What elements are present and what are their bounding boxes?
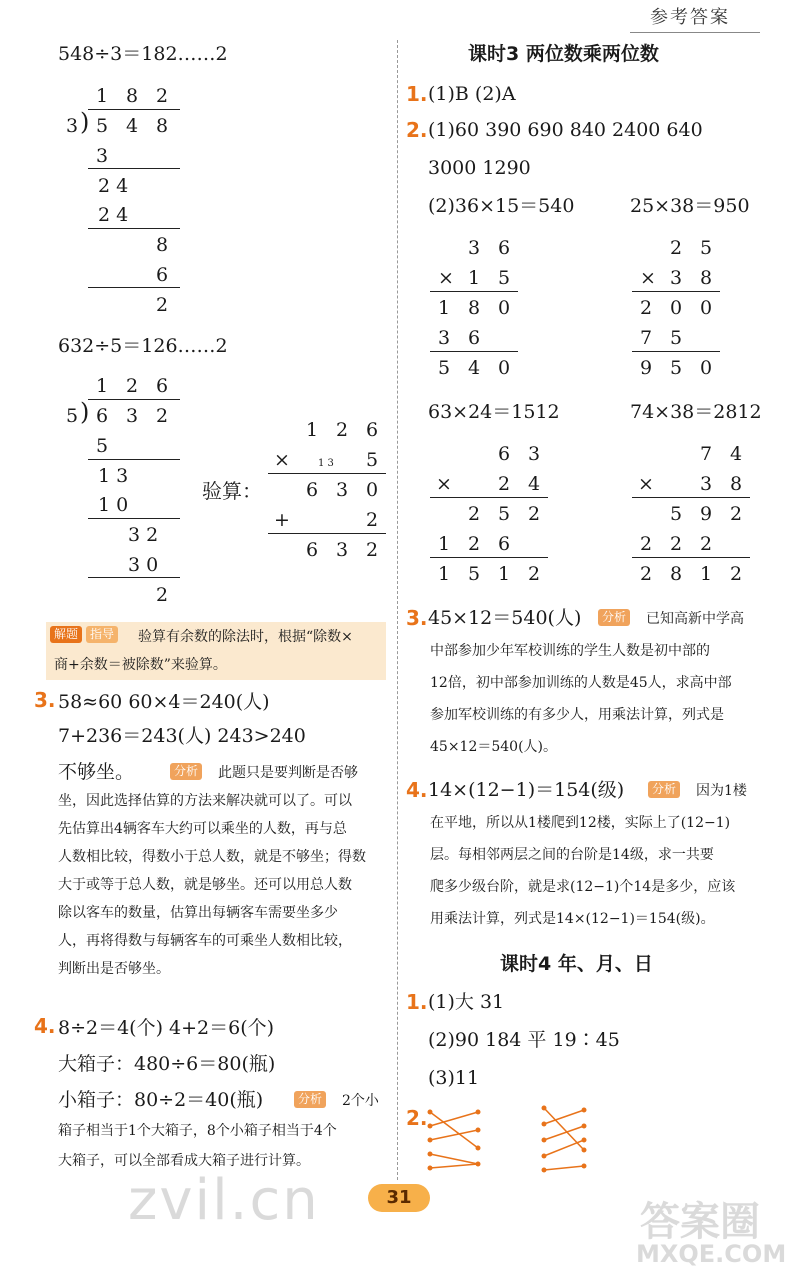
q5-right-line3: (3)11 (428, 1067, 480, 1089)
lesson4-title: 课时4 年、月、日 (500, 953, 653, 975)
q2-eq-c: 63×24＝1512 (428, 401, 560, 423)
q4-right-line1: 14×(12−1)＝154(级) (428, 779, 625, 801)
watermark-right-bottom: MXQE.COM (636, 1240, 787, 1268)
header-label (630, 6, 760, 33)
q3-right-analysis-0: 已知高新中学高 (646, 611, 744, 627)
lesson3-title: 课时3 两位数乘两位数 (468, 43, 659, 65)
q4-left-line1: 8÷2＝4(个) 4+2＝6(个) (58, 1017, 275, 1039)
q3-left-analysis-6: 人，再将得数与每辆客车的可乘坐人数相比较， (58, 933, 352, 949)
page-number-badge (368, 1184, 430, 1212)
q4-left-analysis-tag: 分析 (294, 1091, 326, 1108)
q2-eq-d: 74×38＝2812 (630, 401, 762, 423)
column-divider (397, 40, 398, 1180)
watermark-left: zvil.cn (128, 1168, 320, 1233)
q4-right-number: 4. (406, 778, 428, 802)
q5-right-number: 1. (406, 990, 428, 1014)
q5-right-line1: (1)大 31 (428, 991, 505, 1013)
hint-tag-2: 指导 (86, 626, 118, 643)
q3-right-analysis-2: 12倍，初中部参加训练的人数是45人，求高中部 (430, 675, 732, 691)
q3-left-line3: 不够坐。 (58, 761, 135, 783)
hint-line-1: 验算有余数的除法时，根据“除数× (138, 629, 353, 645)
q4-right-analysis-3: 爬多少级台阶，就是求(12−1)个14是多少，应该 (430, 879, 736, 895)
q3-left-analysis-2: 先估算出4辆客车大约可以乘坐的人数，再与总 (58, 821, 347, 837)
q4-right-analysis-1: 在平地，所以从1楼爬到12楼，实际上了(12−1) (430, 815, 731, 831)
q3-left-analysis-tag: 分析 (170, 763, 202, 780)
matching-lines-diagram (420, 1100, 600, 1176)
q3-left-analysis-4: 大于或等于总人数，就是够坐。还可以用总人数 (58, 877, 352, 893)
q1-right-number: 1. (406, 82, 428, 106)
div1-equation: 548÷3＝182……2 (58, 43, 228, 65)
q3-right-analysis-3: 参加军校训练的有多少人，用乘法计算，列式是 (430, 707, 724, 723)
watermark-right-top: 答案圈 (640, 1199, 760, 1245)
q1-right-text: (1)B (2)A (428, 83, 516, 105)
q3-right-analysis-1: 中部参加少年军校训练的学生人数是初中部的 (430, 643, 710, 659)
q5-right-line2: (2)90 184 平 19∶45 (428, 1029, 620, 1051)
q3-left-number: 3. (34, 688, 56, 712)
q4-left-analysis-2: 大箱子，可以全部看成大箱子进行计算。 (58, 1153, 310, 1169)
page-number: 31 (386, 1187, 412, 1208)
q4-left-analysis-1: 箱子相当于1个大箱子，8个小箱子相当于4个 (58, 1123, 337, 1139)
q3-right-number: 3. (406, 606, 428, 630)
q2-eq-b: 25×38＝950 (630, 195, 750, 217)
q2-right-number: 2. (406, 118, 428, 142)
q4-left-line2: 大箱子：480÷6＝80(瓶) (58, 1053, 276, 1075)
q3-left-line1: 58≈60 60×4＝240(人) (58, 691, 270, 713)
q3-left-line2: 7+236＝243(人) 243>240 (58, 725, 306, 747)
header-text: 参考答案 (650, 7, 730, 28)
q3-right-line1: 45×12＝540(人) (428, 607, 582, 629)
hint-tag-1: 解题 (50, 626, 82, 643)
q3-left-analysis-5: 除以客车的数量，估算出每辆客车需要坐多少 (58, 905, 338, 921)
q4-right-analysis-4: 用乘法计算，列式是14×(12−1)＝154(级)。 (430, 911, 715, 927)
q4-left-number: 4. (34, 1014, 56, 1038)
q4-right-analysis-0: 因为1楼 (696, 783, 747, 799)
check-label: 验算： (202, 479, 262, 503)
q4-left-line3: 小箱子：80÷2＝40(瓶) (58, 1089, 264, 1111)
div2-equation: 632÷5＝126……2 (58, 335, 228, 357)
q3-left-analysis-0: 此题只是要判断是否够 (218, 765, 358, 781)
q3-left-analysis-7: 判断出是否够坐。 (58, 961, 170, 977)
hint-line-2: 商+余数＝被除数”来验算。 (54, 657, 227, 673)
q3-right-analysis-4: 45×12＝540(人)。 (430, 739, 558, 755)
q3-left-analysis-3: 人数相比较，得数小于总人数，就是不够坐；得数 (58, 849, 366, 865)
q3-left-analysis-1: 坐，因此选择估算的方法来解决就可以了。可以 (58, 793, 352, 809)
q3-right-analysis-tag: 分析 (598, 609, 630, 626)
q2-right-line1: (1)60 390 690 840 2400 640 (428, 119, 703, 141)
q4-left-analysis-0: 2个小 (342, 1093, 379, 1109)
q2-eq-a: (2)36×15＝540 (428, 195, 575, 217)
q2-right-line2: 3000 1290 (428, 157, 531, 179)
q4-right-analysis-2: 层。每相邻两层之间的台阶是14级，求一共要 (430, 847, 714, 863)
q6-right-number: 2. (406, 1106, 428, 1130)
q4-right-analysis-tag: 分析 (648, 781, 680, 798)
